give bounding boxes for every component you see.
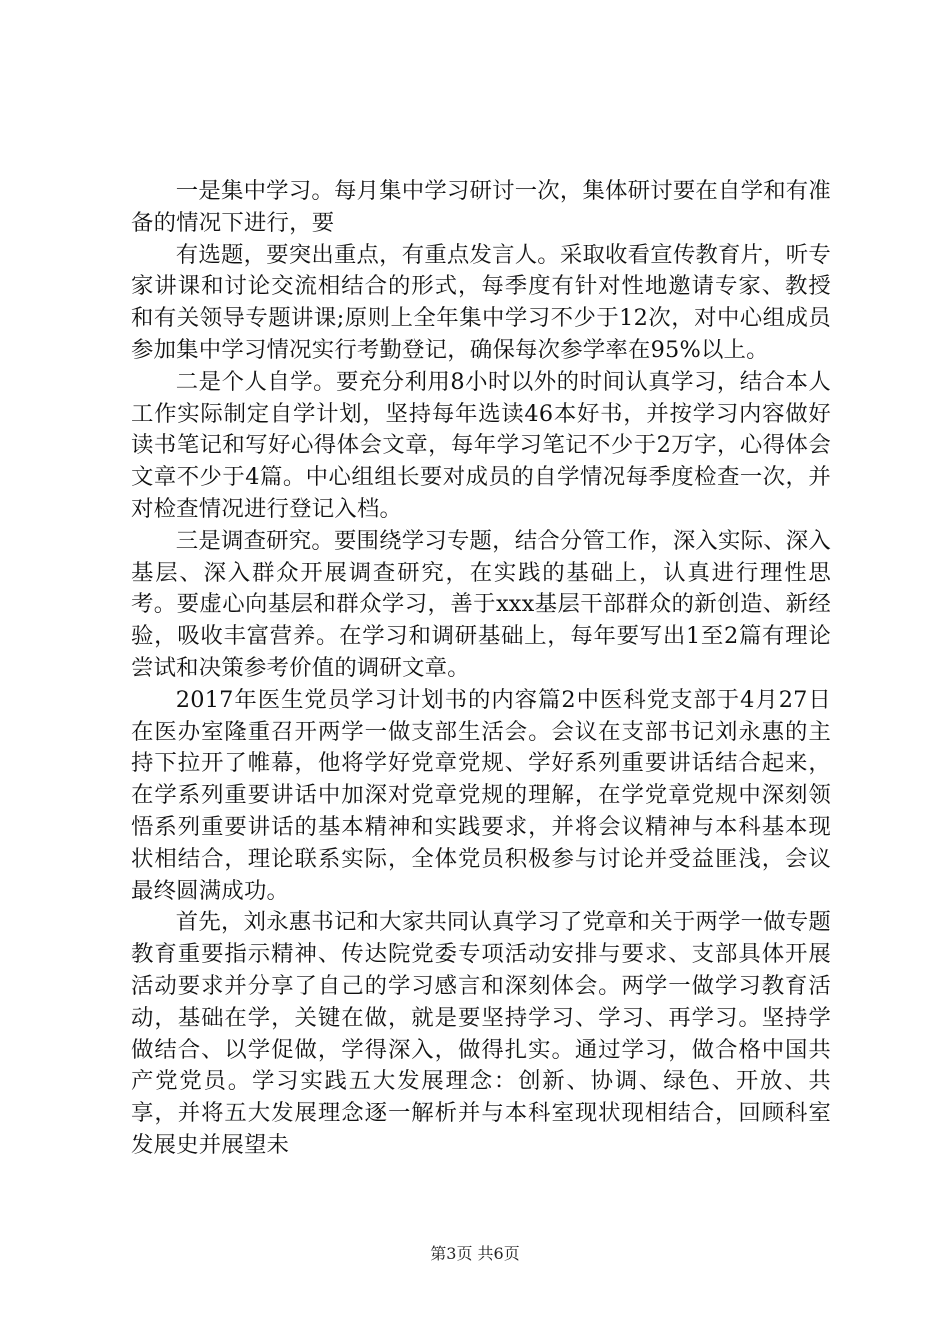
paragraph-party-meeting: 2017年医生党员学习计划书的内容篇2中医科党支部于4月27日在医办室隆重召开两学一做支部生活会。会议在支部书记刘永惠的主持下拉开了帷幕，他将学好党章党规、学好系列重要讲话结合起来，在学系列重要讲话中加深对党章党规的理解，在学党章党规中深刻领悟系列重要讲话的基本精神和实践要求，并将会议精神与本科基本现状相结合，理论联系实际，全体党员积极参与讨论并受益匪浅，会议最终圆满成功。 — [131, 686, 831, 904]
paragraph-self-study: 二是个人自学。要充分利用8小时以外的时间认真学习，结合本人工作实际制定自学计划，坚持每年选读46本好书，并按学习内容做好读书笔记和写好心得体会文章，每年学习笔记不少于2万字，心得体会文章不少于4篇。中心组组长要对成员的自学情况每季度检查一次，并对检查情况进行登记入档。 — [131, 368, 831, 522]
document-body — [131, 176, 831, 1162]
paragraph-centralized-study: 一是集中学习。每月集中学习研讨一次，集体研讨要在自学和有准备的情况下进行，要 — [131, 178, 831, 236]
paragraph-first-point: 首先，刘永惠书记和大家共同认真学习了党章和关于两学一做专题教育重要指示精神、传达院党委专项活动安排与要求、支部具体开展活动要求并分享了自己的学习感言和深刻体会。两学一做学习教育活动，基础在学，关键在做，就是要坚持学习、学习、再学习。坚持学做结合、以学促做，学得深入，做得扎实。通过学习，做合格中国共产党党员。学习实践五大发展理念：创新、协调、绿色、开放、共享，并将五大发展理念逐一解析并与本科室现状现相结合，回顾科室发展史并展望未 — [131, 909, 831, 1158]
paragraph-centralized-study-continued: 有选题，要突出重点，有重点发言人。采取收看宣传教育片，听专家讲课和讨论交流相结合的形式，每季度有针对性地邀请专家、教授和有关领导专题讲课;原则上全年集中学习不少于12次，对中心组成员参加集中学习情况实行考勤登记，确保每次参学率在95%以上。 — [131, 241, 831, 363]
paragraph-research: 三是调查研究。要围绕学习专题，结合分管工作，深入实际、深入基层、深入群众开展调查研究，在实践的基础上，认真进行理性思考。要虚心向基层和群众学习，善于xxx基层干部群众的新创造、新经验，吸收丰富营养。在学习和调研基础上，每年要写出1至2篇有理论尝试和决策参考价值的调研文章。 — [131, 527, 831, 681]
page-number-footer: 第3页 共6页 — [430, 1244, 520, 1263]
